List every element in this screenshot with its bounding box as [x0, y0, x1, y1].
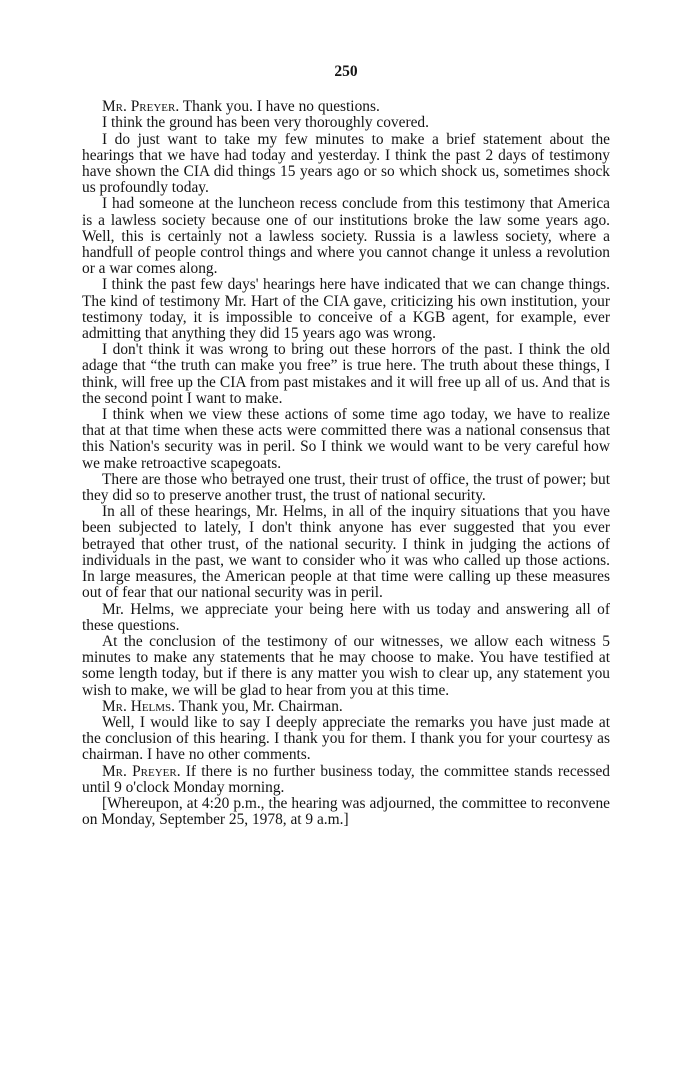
paragraph: I don't think it was wrong to bring out these horrors of the past. I think the old adage that “the truth can make you free” is true here. The truth about these things, I think, will free up the CIA from past mistakes and it will free up all of us. And that is the second point I want to make.	[82, 341, 610, 407]
paragraph	[82, 699, 610, 715]
document-page	[82, 64, 610, 828]
speaker-name: Mr. Helms.	[102, 697, 176, 715]
paragraph-text: Thank you, Mr. Chairman.	[175, 697, 343, 715]
paragraph: In all of these hearings, Mr. Helms, in all of the inquiry situations that you have been subjected to lately, I don't think anyone has ever suggested that you ever betrayed that other trust, of the national security. I think in judging the actions of individuals in the past, we want to consider who it was who called up those actions. In large measures, the American people at that time were calling up these measures out of fear that our national security was in peril.	[82, 503, 610, 602]
paragraph: I had someone at the luncheon recess conclude from this testimony that America is a lawless society because one of our institutions broke the law some years ago. Well, this is certainly not a lawless society. Russia is a lawless society, where a handfull of people control things and where you cannot change it unless a revolution or a war comes along.	[82, 195, 610, 278]
paragraph: Mr. Helms, we appreciate your being here with us today and answering all of these questions.	[82, 600, 610, 634]
paragraph: I think the ground has been very thoroughly covered.	[102, 114, 429, 132]
speaker-name: Mr. Preyer.	[102, 762, 181, 780]
paragraph-text: Thank you. I have no questions.	[179, 98, 380, 116]
page-number: 250	[334, 63, 358, 80]
paragraph: Well, I would like to say I deeply appreciate the remarks you have just made at the conclusion of this hearing. I thank you for them. I thank you for your courtesy as chairman. I have no other comments.	[82, 713, 610, 764]
paragraph	[82, 764, 610, 796]
paragraph-text: If there is no further business today, the committee stands recessed until 9 o'clock Monday morning.	[82, 762, 610, 796]
speaker-name: Mr. Preyer.	[102, 98, 180, 116]
paragraph: There are those who betrayed one trust, their trust of office, the trust of power; but they did so to preserve another trust, the trust of national security.	[82, 470, 610, 505]
paragraph	[82, 99, 610, 115]
paragraph: I think the past few days' hearings here have indicated that we can change things. The kind of testimony Mr. Hart of the CIA gave, criticizing his own institution, your testimony today, it is impossible to conceive of a KGB agent, for example, ever admitting that anything they did 15 years ago was wrong.	[82, 276, 610, 343]
paragraph: [Whereupon, at 4:20 p.m., the hearing was adjourned, the committee to reconvene on Monday, September 25, 1978, at 9 a.m.]	[82, 794, 610, 829]
paragraph: I do just want to take my few minutes to make a brief statement about the hearings that we have had today and yesterday. I think the past 2 days of testimony have shown the CIA did things 15 years ago or so which shock us, sometimes shock us profoundly today.	[82, 130, 610, 197]
paragraph: I think when we view these actions of some time ago today, we have to realize that at that time when these acts were committed there was a national consensus that this Nation's security was in peril. So I think we would want to be very careful how we make retroactive scapegoats.	[82, 406, 610, 472]
paragraph: At the conclusion of the testimony of our witnesses, we allow each witness 5 minutes to make any statements that he may choose to make. You have testified at some length today, but if there is any matter you wish to clear up, any statement you wish to make, we will be glad to hear from you at this time.	[82, 632, 610, 699]
